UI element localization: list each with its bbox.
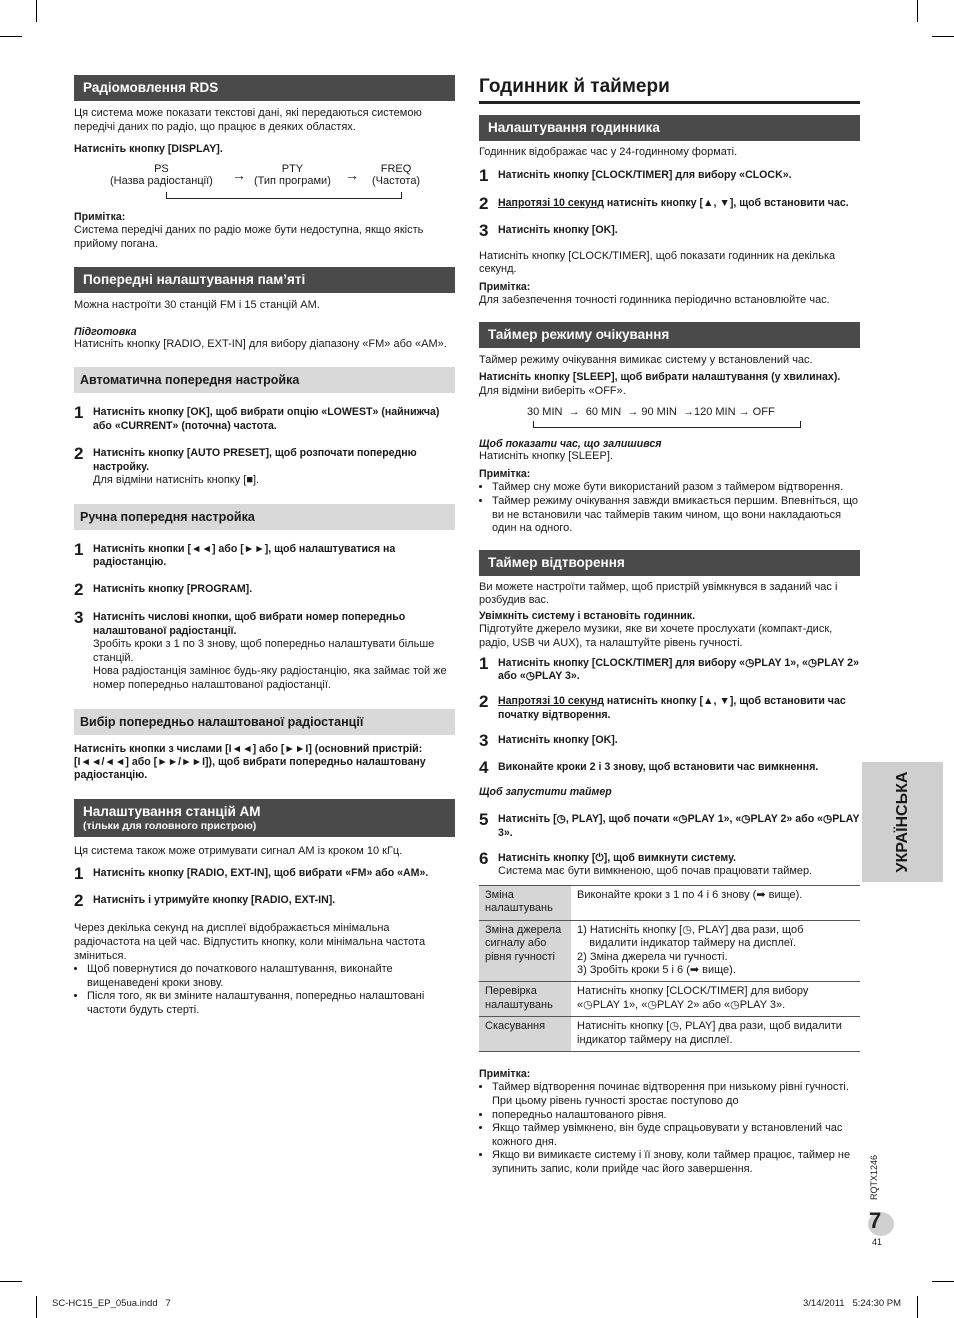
manual-header: Ручна попередня настройка <box>74 504 455 530</box>
play-note-4: • Якщо ви вимикаєте систему і її знову, коли таймер працює, таймер не зупинить запис, коли прийде час його завершення. <box>492 1149 860 1176</box>
rds-header: Радіомовлення RDS <box>74 75 455 101</box>
right-column <box>479 75 860 1177</box>
loop-line <box>533 421 801 428</box>
clock-intro: Годинник відображає час у 24-годинному форматі. <box>479 146 738 158</box>
clock-step-2-underline: Напротязі 10 секунд <box>498 196 604 209</box>
play-step-2-text: натисніть кнопку [▲, ▼], щоб встановити час початку відтворення. <box>498 695 846 721</box>
sleep-sequence <box>479 398 860 434</box>
am-step-2: 2 Натисніть і утримуйте кнопку [RADIO, EXT-IN]. <box>74 891 336 911</box>
play-step-5: 5 Натисніть [◷, PLAY], щоб почати «◷PLAY 1», «◷PLAY 2» або «◷PLAY 3». <box>479 810 860 839</box>
sleep-header: Таймер режиму очікування <box>479 322 860 348</box>
play-turn: Увімкніть систему і встановіть годинник. <box>479 609 696 622</box>
auto-step-2: 2 Натисніть кнопку [AUTO PRESET], щоб розпочати попередню настройку. Для відміни натисніть кнопку [■]. <box>74 447 455 487</box>
crop-mark <box>917 0 918 22</box>
arrow-icon: → <box>345 166 359 183</box>
am-bullet-2: • Після того, як ви зміните налаштування, попередньо налаштовані частоти будуть стерті. <box>87 990 455 1017</box>
select-text: Натисніть кнопки з числами [I◄◄] або [►►I] (основний пристрій: [I◄◄/◄◄] або [►►/►►I]), щоб вибрати попередньо налаштовану радіостанцію. <box>74 742 426 782</box>
rds-intro: Ця система може показати текстові дані, які передаються системою передічі даних по радіо, що працює в деяких областях. <box>74 107 422 133</box>
play-intro: Ви можете настроїти таймер, щоб пристрій увімкнувся в заданий час і розбудив вас. <box>479 580 838 607</box>
arrow-icon: → <box>627 406 639 419</box>
table-row <box>479 885 860 920</box>
language-tab <box>862 762 943 882</box>
crop-mark <box>0 36 22 37</box>
pty-label: PTY <box>281 162 304 175</box>
footer-date: 3/14/2011 5:24:30 PM <box>803 1298 902 1309</box>
pty-sub: (Тип програми) <box>254 174 331 187</box>
table-value: Виконайте кроки з 1 по 4 і 6 знову (➡ вище). <box>571 885 860 920</box>
play-step-3-text: Натисніть кнопку [OK]. <box>498 734 618 747</box>
table-key: Скасування <box>479 1017 571 1052</box>
manual-step-3-note2: Нова радіостанція замінює будь-яку радіостанцію, яка займає той же номер попередньо налаштованої радіостанції. <box>93 665 447 691</box>
table-value: Натисніть кнопку [◷, PLAY] два рази, щоб видалити індикатор таймеру на дисплеї. <box>571 1017 860 1052</box>
sleep-show-label: Щоб показати час, що залишився <box>479 438 662 451</box>
play-note-1: • Таймер відтворення починає відтворення при низькому рівні гучності. При цьому рівень гучності зростає поступово до <box>492 1081 860 1108</box>
am-step-1-text: Натисніть кнопку [RADIO, EXT-IN], щоб вибрати «FM» або «AM». <box>93 867 429 880</box>
play-step-1: 1 Натисніть кнопку [CLOCK/TIMER] для вибору «◷PLAY 1», «◷PLAY 2» або «◷PLAY 3». <box>479 653 859 682</box>
am-title: Налаштування станцій AM <box>83 803 261 819</box>
clock-step-1: 1 Натисніть кнопку [CLOCK/TIMER] для вибору «CLOCK». <box>479 165 792 185</box>
play-step-3: 3 Натисніть кнопку [OK]. <box>479 731 618 751</box>
clock-note: Для забезпечення точності годинника періодично встановлюйте час. <box>479 294 830 307</box>
table-row <box>479 982 860 1017</box>
am-para: Через декілька секунд на дисплеї відображається мінімальна радіочастота на цей час. Відпустить кнопку, коли мінімальна частота зміниться. <box>74 922 426 962</box>
am-bullets <box>74 963 455 1017</box>
ps-node <box>110 163 213 187</box>
am-bullet-1: • Щоб повернутися до початкового налаштування, виконайте вищенаведені кроки знову. <box>87 963 455 990</box>
preset-intro: Можна настроїти 30 станцій FM і 15 станцій AM. <box>74 299 320 312</box>
manual-step-2-text: Натисніть кнопку [PROGRAM]. <box>93 583 253 596</box>
rds-note: Система передічі даних по радіо може бути недоступна, якщо якість прийому погана. <box>74 224 424 250</box>
play-note-label: Примітка: <box>479 1068 531 1081</box>
clock-step-3: 3 Натисніть кнопку [OK]. <box>479 220 618 240</box>
rds-press: Натисніть кнопку [DISPLAY]. <box>74 143 223 156</box>
table-key: Зміна джерела сигналу або рівня гучності <box>479 920 571 982</box>
clock-header: Налаштування годинника <box>479 115 860 141</box>
crop-mark <box>917 1296 918 1318</box>
sleep-note-2: • Таймер режиму очікування завжди вмикається першим. Впевніться, що ви не встановили час таймерів таким чином, що вони накладаються один на одного. <box>492 495 860 536</box>
play-start-label: Щоб запустити таймер <box>479 786 612 799</box>
clock-step-2: 2 Напротязі 10 секунд натисніть кнопку [▲, ▼], щоб встановити час. <box>479 193 849 213</box>
clock-step-1-text: Натисніть кнопку [CLOCK/TIMER] для вибору «CLOCK». <box>498 168 792 181</box>
play-note-2: • попередньо налаштованого рівня. <box>492 1109 860 1123</box>
manual-step-3: 3 Натисніть числові кнопки, щоб вибрати номер попередньо налаштованої радіостанції. Зробіть кроки з 1 по 3 знову, щоб попередньо налаштувати більше станцій. Нова радіостанція замінює будь-яку радіостанцію, яка займає той же номер попередньо налаштованої радіостанції. <box>74 611 455 692</box>
clock-para: Натисніть кнопку [CLOCK/TIMER], щоб показати годинник на декілька секунд. <box>479 249 836 276</box>
manual-step-2: 2 Натисніть кнопку [PROGRAM]. <box>74 580 253 600</box>
play-step-1-text: Натисніть кнопку [CLOCK/TIMER] для вибору «◷PLAY 1», «◷PLAY 2» або «◷PLAY 3». <box>498 656 859 682</box>
clock-note-label: Примітка: <box>479 280 531 293</box>
play-step-4-text: Виконайте кроки 2 і 3 знову, щоб встановити час вимкнення. <box>498 761 819 774</box>
rds-note-label: Примітка: <box>74 210 126 223</box>
table-value: 1) Натисніть кнопку [◷, PLAY] два рази, щоб видалити індикатор таймеру на дисплеї. 2) Зміна джерела чи гучності. 3) Зробіть кроки 5 і 6 (➡ вище). <box>571 920 860 982</box>
freq-node <box>372 163 420 187</box>
doc-code: RQTX1246 <box>869 1154 879 1200</box>
crop-mark <box>0 1281 22 1282</box>
play-step-5-text: Натисніть [◷, PLAY], щоб почати «◷PLAY 1», «◷PLAY 2» або «◷PLAY 3». <box>498 813 860 839</box>
am-step-2-text: Натисніть і утримуйте кнопку [RADIO, EXT-IN]. <box>93 894 336 907</box>
freq-sub: (Частота) <box>372 174 421 187</box>
left-column <box>74 75 455 1018</box>
crop-mark <box>36 1296 37 1318</box>
manual-step-1: 1 Натисніть кнопки [◄◄] або [►►], щоб налаштуватися на радіостанцію. <box>74 543 455 570</box>
seq-120: 120 MIN <box>693 406 736 419</box>
arrow-icon: → <box>738 406 750 419</box>
auto-header: Автоматична попередня настройка <box>74 367 455 393</box>
manual-step-1-text: Натисніть кнопки [◄◄] або [►►], щоб налаштуватися на радіостанцію. <box>93 542 396 568</box>
play-prep: Підготуйте джерело музики, яке ви хочете прослухати (компакт-диск, радіо, USB чи AUX), та налаштуйте рівень гучності. <box>479 623 833 649</box>
clock-step-3-text: Натисніть кнопку [OK]. <box>498 223 618 236</box>
manual-step-3-text: Натисніть числові кнопки, щоб вибрати номер попередньо налаштованої радіостанції. <box>93 611 406 637</box>
preset-header: Попередні налаштування пам’яті <box>74 267 455 293</box>
am-step-1: 1 Натисніть кнопку [RADIO, EXT-IN], щоб вибрати «FM» або «AM». <box>74 864 429 884</box>
play-step-6-note: Система має бути вимкненою, щоб почав працювати таймер. <box>498 865 813 878</box>
ps-label: PS <box>154 162 169 175</box>
auto-step-1-text: Натисніть кнопку [OK], щоб вибрати опцію «LOWEST» (найнижча) або «CURRENT» (поточна) частота. <box>93 406 440 432</box>
auto-step-1: 1 Натисніть кнопку [OK], щоб вибрати опцію «LOWEST» (найнижча) або «CURRENT» (поточна) частота. <box>74 406 455 433</box>
arrow-icon: → <box>568 406 580 419</box>
page-title: Годинник й таймери <box>479 75 860 104</box>
play-step-2-underline: Напротязі 10 секунд <box>498 695 604 708</box>
crop-mark <box>932 36 954 37</box>
timer-table <box>479 885 860 1052</box>
language-label: УКРАЇНСЬКА <box>893 771 911 873</box>
am-header <box>74 799 455 837</box>
sleep-cancel: Для відміни виберіть «OFF». <box>479 384 626 397</box>
freq-label: FREQ <box>380 162 412 175</box>
table-row <box>479 920 860 982</box>
select-header: Вибір попередньо налаштованої радіостанції <box>74 709 455 735</box>
table-key: Зміна налаштувань <box>479 885 571 920</box>
play-header: Таймер відтворення <box>479 550 860 576</box>
arrow-icon: → <box>682 406 694 419</box>
page-number-small: 41 <box>872 1237 883 1247</box>
loop-line <box>166 192 402 199</box>
auto-step-2-note: Для відміни натисніть кнопку [■]. <box>93 474 260 486</box>
table-value: Натисніть кнопку [CLOCK/TIMER] для вибору «◷PLAY 1», «◷PLAY 2» або «◷PLAY 3». <box>571 982 860 1017</box>
sleep-press: Натисніть кнопку [SLEEP], щоб вибрати налаштування (у хвилинах). <box>479 371 841 384</box>
table-row <box>479 1017 860 1052</box>
ps-sub: (Назва радіостанції) <box>110 174 213 187</box>
pty-node <box>254 163 331 187</box>
seq-off: OFF <box>752 406 775 419</box>
sleep-note-label: Примітка: <box>479 467 531 480</box>
crop-mark <box>36 0 37 22</box>
auto-step-2-text: Натисніть кнопку [AUTO PRESET], щоб розпочати попередню настройку. <box>93 447 417 473</box>
seq-60: 60 MIN <box>585 406 622 419</box>
manual-step-3-note: Зробіть кроки з 1 по 3 знову, щоб попередньо налаштувати більше станцій. <box>93 638 435 664</box>
play-step-4: 4 Виконайте кроки 2 і 3 знову, щоб встановити час вимкнення. <box>479 758 819 778</box>
sleep-seq-row <box>527 406 775 418</box>
footer-file: SC-HC15_EP_05ua.indd 7 <box>52 1298 171 1309</box>
sleep-show: Натисніть кнопку [SLEEP]. <box>479 450 613 463</box>
seq-90: 90 MIN <box>641 406 677 419</box>
crop-mark <box>932 1281 954 1282</box>
sleep-note-1: • Таймер сну може бути використаний разом з таймером відтворення. <box>492 481 860 495</box>
play-step-6-text: Натисніть кнопку [⏻], щоб вимкнути систему. <box>498 851 736 864</box>
seq-30: 30 MIN <box>527 406 563 419</box>
play-note-3: • Якщо таймер увімкнено, він буде спрацьовувати у встановлений час кожного дня. <box>492 1122 860 1149</box>
play-step-6: 6 Натисніть кнопку [⏻], щоб вимкнути систему. Система має бути вимкненою, щоб почав працювати таймер. <box>479 848 813 878</box>
play-step-2: 2 Напротязі 10 секунд натисніть кнопку [▲, ▼], щоб встановити час початку відтворення. <box>479 692 846 721</box>
rds-diagram <box>74 157 455 207</box>
am-subtitle: (тільки для головного пристрою) <box>83 819 257 832</box>
prep-text: Натисніть кнопку [RADIO, EXT-IN] для вибору діапазону «FM» або «AM». <box>74 337 447 350</box>
clock-step-2-text: натисніть кнопку [▲, ▼], щоб встановити час. <box>603 196 849 209</box>
table-key: Перевірка налаштувань <box>479 982 571 1017</box>
page-number: 7 <box>869 1208 882 1233</box>
sleep-notes <box>479 481 860 535</box>
play-notes <box>479 1081 860 1176</box>
prep-label: Підготовка <box>74 325 137 338</box>
sleep-intro: Таймер режиму очікування вимикає систему у встановлений час. <box>479 353 813 366</box>
arrow-icon: → <box>232 166 246 183</box>
am-intro: Ця система також може отримувати сигнал AM із кроком 10 кГц. <box>74 844 403 857</box>
